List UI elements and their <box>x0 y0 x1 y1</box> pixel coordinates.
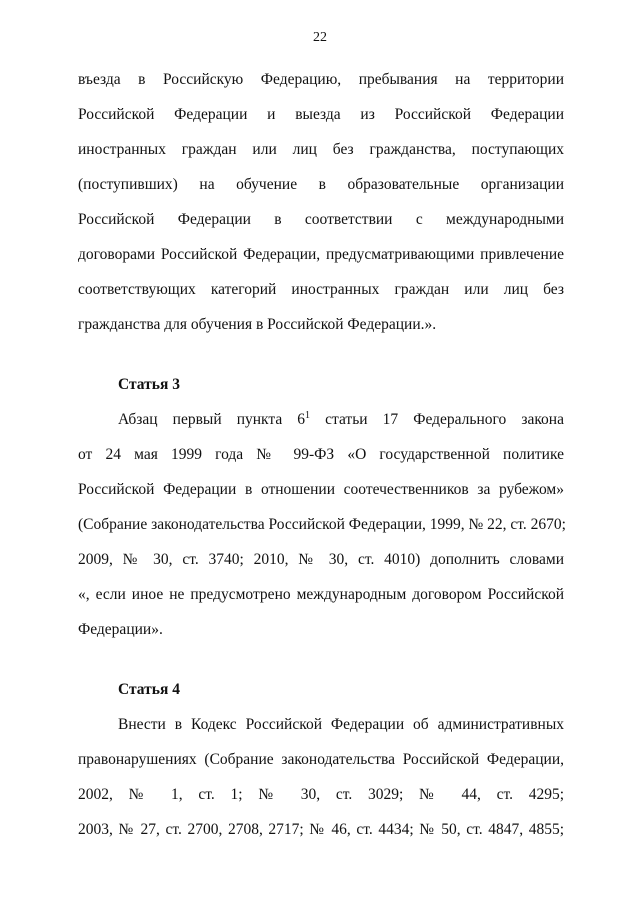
text-line: Федерации». <box>78 621 163 638</box>
text-line: (поступивших) на обучение в образовательные организации <box>78 176 564 193</box>
text-line: правонарушениях (Собрание законодательства Российской Федерации, <box>78 751 564 768</box>
text-line: Абзац первый пункта $6^1$ статьи 17 Федерального закона <box>118 409 564 428</box>
text-line: 2002, № 1, ст. 1; № 30, ст. 3029; № 44, ст. 4295; <box>78 786 564 803</box>
article-3-paragraph <box>78 410 564 655</box>
text-line: гражданства для обучения в Российской Федерации.». <box>78 316 437 333</box>
superscript: 1 <box>305 409 311 421</box>
article-3-heading: Статья 3 <box>118 376 180 393</box>
text-line: 2009, № 30, ст. 3740; 2010, № 30, ст. 4010) дополнить словами <box>78 551 564 568</box>
text-line: Внести в Кодекс Российской Федерации об административных <box>118 716 564 733</box>
text-line: от 24 мая 1999 года № 99-ФЗ «О государственной политике <box>78 446 564 463</box>
text-line: (Собрание законодательства Российской Федерации, 1999, № 22, ст. 2670; <box>78 516 566 533</box>
text-line: «, если иное не предусмотрено международным договором Российской <box>78 586 564 603</box>
paragraph-continuation <box>78 70 564 350</box>
text-line: Российской Федерации в соответствии с международными <box>78 211 564 228</box>
text-line: договорами Российской Федерации, предусматривающими привлечение <box>78 246 564 263</box>
text-line: Российской Федерации и выезда из Российской Федерации <box>78 106 564 123</box>
article-4-heading: Статья 4 <box>118 681 180 698</box>
text-line: въезда в Российскую Федерацию, пребывания на территории <box>78 71 564 88</box>
page-number: 22 <box>313 30 327 45</box>
text-line: соответствующих категорий иностранных граждан или лиц без <box>78 281 564 298</box>
text-line: 2003, № 27, ст. 2700, 2708, 2717; № 46, ст. 4434; № 50, ст. 4847, 4855; <box>78 821 564 838</box>
article-4-paragraph <box>78 715 564 855</box>
text-line: Российской Федерации в отношении соотечественников за рубежом» <box>78 481 564 498</box>
document-body <box>78 70 564 855</box>
text-line: иностранных граждан или лиц без гражданства, поступающих <box>78 141 564 158</box>
